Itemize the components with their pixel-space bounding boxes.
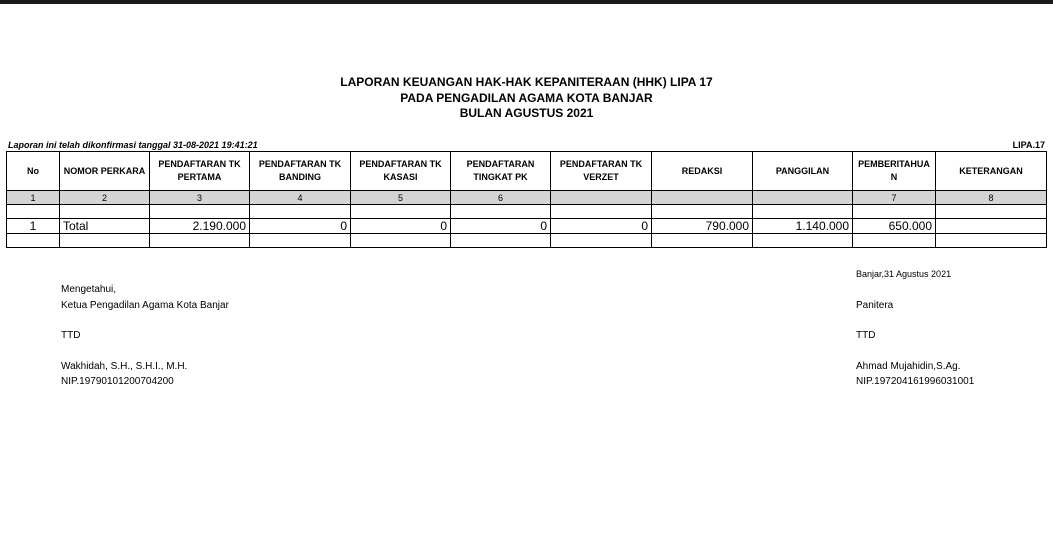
column-number: 4 xyxy=(250,191,351,205)
empty-row xyxy=(7,234,1047,248)
left-position: Ketua Pengadilan Agama Kota Banjar xyxy=(61,300,229,311)
header-nomor-perkara: NOMOR PERKARA xyxy=(60,152,150,191)
empty-row xyxy=(7,205,1047,219)
table-header-row xyxy=(7,152,1047,191)
report-code: LIPA.17 xyxy=(1012,140,1045,150)
left-mengetahui: Mengetahui, xyxy=(61,284,117,295)
cell-redaksi: 790.000 xyxy=(652,219,753,234)
column-number: 6 xyxy=(451,191,551,205)
left-ttd: TTD xyxy=(61,330,81,341)
report-subtitle-court: PADA PENGADILAN AGAMA KOTA BANJAR xyxy=(400,91,653,105)
confirmation-note: Laporan ini telah dikonfirmasi tanggal 31-08-2021 19:41:21 xyxy=(8,140,258,150)
cell-pendaftaran-verzet: 0 xyxy=(551,219,652,234)
right-ttd: TTD xyxy=(856,330,876,341)
column-number xyxy=(551,191,652,205)
top-border-line xyxy=(0,0,1053,4)
cell-pendaftaran-pk: 0 xyxy=(451,219,551,234)
header-redaksi: REDAKSI xyxy=(652,152,753,191)
left-signer-nip: NIP.19790101200704200 xyxy=(61,376,174,387)
header-pendaftaran-pk: PENDAFTARAN TINGKAT PK xyxy=(451,152,551,191)
cell-panggilan: 1.140.000 xyxy=(753,219,853,234)
header-pemberitahuan: PEMBERITAHUA N xyxy=(853,152,936,191)
column-number: 3 xyxy=(150,191,250,205)
cell-pendaftaran-kasasi: 0 xyxy=(351,219,451,234)
header-panggilan: PANGGILAN xyxy=(753,152,853,191)
cell-pendaftaran-pertama: 2.190.000 xyxy=(150,219,250,234)
left-signer-name: Wakhidah, S.H., S.H.I., M.H. xyxy=(61,361,188,372)
header-keterangan: KETERANGAN xyxy=(936,152,1047,191)
column-number: 5 xyxy=(351,191,451,205)
right-signer-nip: NIP.197204161996031001 xyxy=(856,376,975,387)
column-number xyxy=(652,191,753,205)
right-position: Panitera xyxy=(856,300,894,311)
column-number xyxy=(753,191,853,205)
right-place-date: Banjar,31 Agustus 2021 xyxy=(856,269,952,279)
table-row-total xyxy=(7,219,1047,234)
report-table xyxy=(6,151,1047,248)
column-number: 8 xyxy=(936,191,1047,205)
column-number: 2 xyxy=(60,191,150,205)
header-no: No xyxy=(7,152,60,191)
cell-nomor-perkara: Total xyxy=(60,219,150,234)
header-pendaftaran-pertama: PENDAFTARAN TK PERTAMA xyxy=(150,152,250,191)
report-subtitle-month: BULAN AGUSTUS 2021 xyxy=(459,106,594,120)
header-pendaftaran-verzet: PENDAFTARAN TK VERZET xyxy=(551,152,652,191)
header-pendaftaran-kasasi: PENDAFTARAN TK KASASI xyxy=(351,152,451,191)
right-signer-name: Ahmad Mujahidin,S.Ag. xyxy=(856,361,961,372)
report-title: LAPORAN KEUANGAN HAK-HAK KEPANITERAAN (HHK) LIPA 17 xyxy=(340,75,713,89)
cell-keterangan xyxy=(936,219,1047,234)
column-number: 1 xyxy=(7,191,60,205)
column-number-row xyxy=(7,191,1047,205)
column-number: 7 xyxy=(853,191,936,205)
cell-pemberitahuan: 650.000 xyxy=(853,219,936,234)
cell-pendaftaran-banding: 0 xyxy=(250,219,351,234)
cell-no: 1 xyxy=(7,219,60,234)
header-pendaftaran-banding: PENDAFTARAN TK BANDING xyxy=(250,152,351,191)
